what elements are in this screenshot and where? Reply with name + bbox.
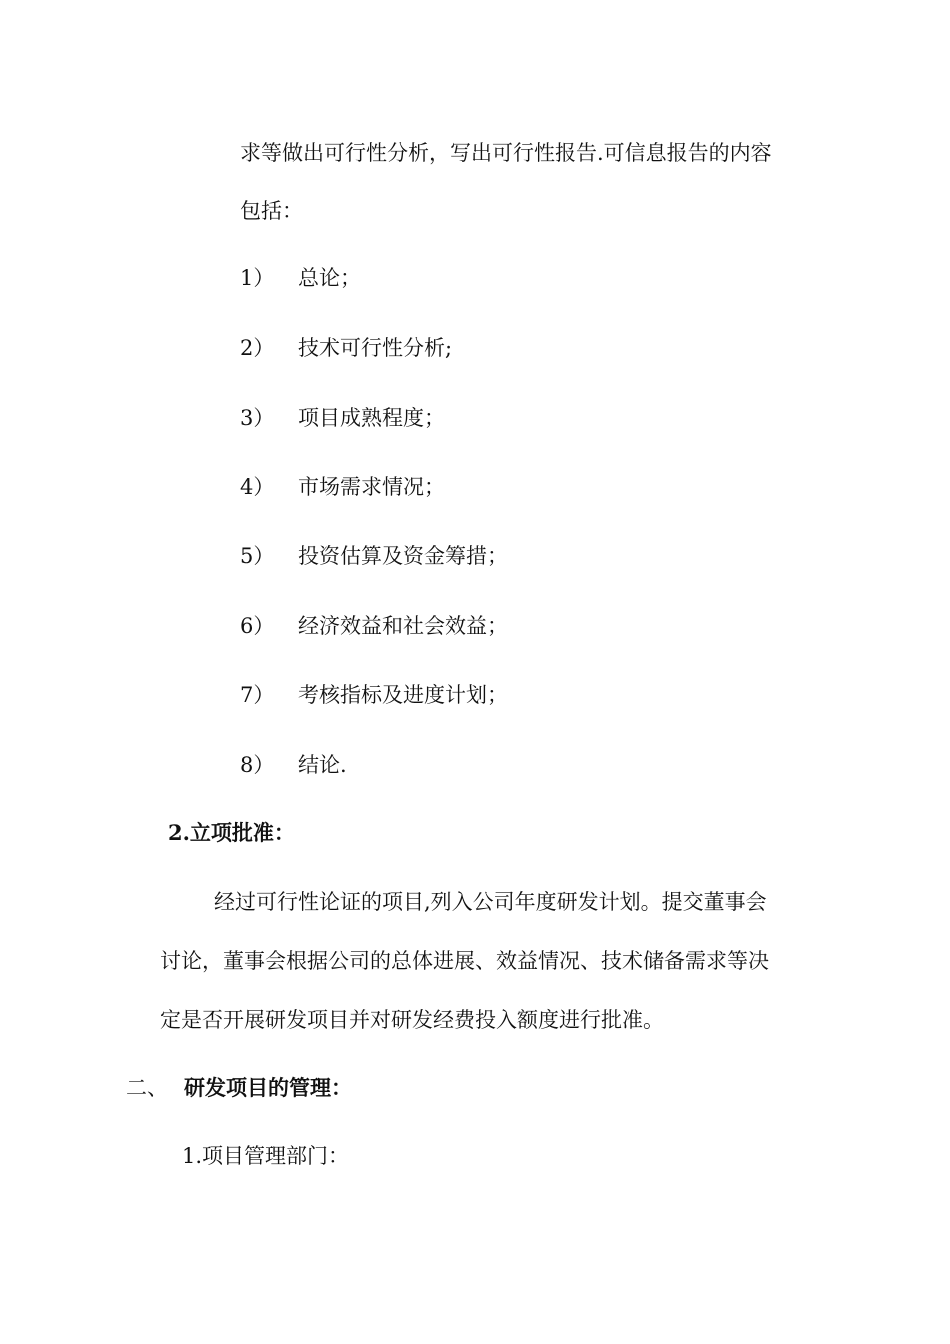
list-item-number: 5） xyxy=(240,544,275,568)
list-item-number: 6） xyxy=(240,614,275,638)
list-item-text: 项目成熟程度； xyxy=(298,406,445,430)
list-item-text: 经济效益和社会效益； xyxy=(298,614,508,638)
approval-para-line-3: 定是否开展研发项目并对研发经费投入额度进行批准。 xyxy=(160,1008,664,1032)
list-item-text: 总论； xyxy=(298,266,361,290)
section-heading-approval: 2.立项批准： xyxy=(168,820,295,845)
list-item-text: 结论. xyxy=(298,753,347,777)
list-item-text: 市场需求情况； xyxy=(298,475,445,499)
approval-para-line-1: 经过可行性论证的项目,列入公司年度研发计划。提交董事会 xyxy=(214,890,767,914)
list-item-number: 8） xyxy=(240,753,275,777)
intro-line-1: 求等做出可行性分析，写出可行性报告.可信息报告的内容 xyxy=(240,141,772,165)
subsection-heading-management-dept: 1.项目管理部门： xyxy=(182,1144,350,1168)
chapter-number: 二、 xyxy=(126,1076,168,1100)
list-item-text: 投资估算及资金筹措； xyxy=(298,544,508,568)
list-item-number: 1） xyxy=(240,266,275,290)
approval-para-line-2: 讨论，董事会根据公司的总体进展、效益情况、技术储备需求等决 xyxy=(160,949,769,973)
list-item-text: 技术可行性分析; xyxy=(298,336,453,360)
list-item-number: 4） xyxy=(240,475,275,499)
list-item-number: 7） xyxy=(240,683,275,707)
intro-line-2: 包括： xyxy=(240,199,303,223)
chapter-title: 研发项目的管理： xyxy=(184,1075,352,1100)
list-item-number: 2） xyxy=(240,336,275,360)
list-item-number: 3） xyxy=(240,406,275,430)
list-item-text: 考核指标及进度计划； xyxy=(298,683,508,707)
